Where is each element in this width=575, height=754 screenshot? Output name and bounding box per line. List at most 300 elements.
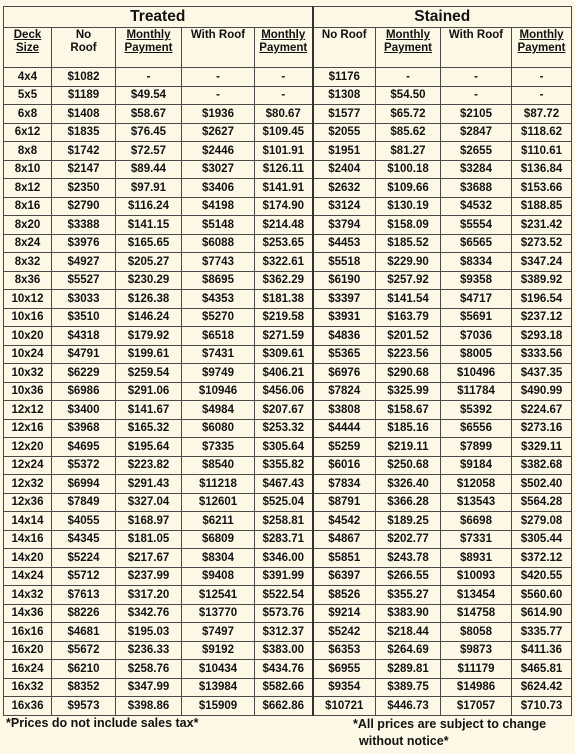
- cell-stained-no-roof: $2055: [313, 123, 376, 142]
- cell-treated-with-roof: $7743: [182, 253, 255, 272]
- cell-stained-with-roof-monthly: $87.72: [512, 105, 572, 124]
- group-header-stained: Stained: [313, 7, 572, 28]
- cell-stained-with-roof: $8931: [441, 549, 512, 568]
- cell-treated-with-roof-monthly: $662.86: [255, 697, 313, 716]
- table-row: [4, 142, 572, 161]
- cell-deck-size: 14x32: [4, 586, 52, 605]
- table-row: [4, 271, 572, 290]
- cell-stained-no-roof: $3124: [313, 197, 376, 216]
- cell-treated-no-roof: $1835: [52, 123, 116, 142]
- cell-treated-with-roof-monthly: $322.61: [255, 253, 313, 272]
- table-row: [4, 308, 572, 327]
- cell-stained-with-roof: $6565: [441, 234, 512, 253]
- cell-stained-no-roof: $3931: [313, 308, 376, 327]
- cell-deck-size: 8x8: [4, 142, 52, 161]
- cell-treated-no-roof-monthly: $49.54: [116, 86, 182, 105]
- cell-stained-with-roof: $4532: [441, 197, 512, 216]
- cell-treated-with-roof: $2627: [182, 123, 255, 142]
- cell-stained-no-roof: $6016: [313, 456, 376, 475]
- cell-stained-no-roof: $3808: [313, 401, 376, 420]
- cell-stained-with-roof: $6556: [441, 419, 512, 438]
- cell-treated-no-roof: $7613: [52, 586, 116, 605]
- table-row: [4, 123, 572, 142]
- cell-stained-no-roof-monthly: $446.73: [376, 697, 441, 716]
- cell-stained-no-roof-monthly: $85.62: [376, 123, 441, 142]
- cell-treated-with-roof-monthly: $434.76: [255, 660, 313, 679]
- cell-treated-no-roof-monthly: $291.06: [116, 382, 182, 401]
- cell-treated-no-roof-monthly: $195.64: [116, 438, 182, 457]
- cell-treated-with-roof: $6809: [182, 530, 255, 549]
- cell-treated-with-roof: $6211: [182, 512, 255, 531]
- cell-stained-with-roof-monthly: $465.81: [512, 660, 572, 679]
- cell-treated-with-roof: -: [182, 68, 255, 87]
- cell-stained-no-roof: $8791: [313, 493, 376, 512]
- cell-stained-no-roof-monthly: $201.52: [376, 327, 441, 346]
- table-row: [4, 401, 572, 420]
- cell-stained-with-roof: $9358: [441, 271, 512, 290]
- cell-stained-with-roof: $5392: [441, 401, 512, 420]
- cell-stained-with-roof: $7331: [441, 530, 512, 549]
- cell-treated-no-roof: $6994: [52, 475, 116, 494]
- cell-treated-no-roof: $5672: [52, 641, 116, 660]
- cell-treated-with-roof: $4198: [182, 197, 255, 216]
- cell-stained-with-roof-monthly: $614.90: [512, 604, 572, 623]
- table-row: [4, 660, 572, 679]
- cell-deck-size: 16x16: [4, 623, 52, 642]
- cell-treated-with-roof: $13984: [182, 678, 255, 697]
- cell-treated-no-roof: $1742: [52, 142, 116, 161]
- cell-deck-size: 12x12: [4, 401, 52, 420]
- cell-stained-no-roof: $6976: [313, 364, 376, 383]
- cell-treated-with-roof-monthly: $253.65: [255, 234, 313, 253]
- cell-treated-with-roof: $6518: [182, 327, 255, 346]
- footer-price-change-line-1: *All prices are subject to change: [353, 717, 547, 731]
- table-row: [4, 604, 572, 623]
- cell-deck-size: 8x16: [4, 197, 52, 216]
- cell-treated-with-roof-monthly: $362.29: [255, 271, 313, 290]
- cell-stained-with-roof-monthly: $335.77: [512, 623, 572, 642]
- cell-treated-no-roof: $3033: [52, 290, 116, 309]
- cell-deck-size: 4x4: [4, 68, 52, 87]
- table-row: [4, 68, 572, 87]
- cell-treated-with-roof: $6080: [182, 419, 255, 438]
- table-row: [4, 419, 572, 438]
- cell-treated-no-roof: $8352: [52, 678, 116, 697]
- cell-treated-no-roof-monthly: $291.43: [116, 475, 182, 494]
- cell-stained-with-roof: $2105: [441, 105, 512, 124]
- cell-treated-no-roof: $4345: [52, 530, 116, 549]
- cell-stained-with-roof-monthly: $382.68: [512, 456, 572, 475]
- cell-stained-no-roof-monthly: $389.75: [376, 678, 441, 697]
- table-row: [4, 567, 572, 586]
- cell-stained-with-roof-monthly: $188.85: [512, 197, 572, 216]
- cell-deck-size: 14x14: [4, 512, 52, 531]
- cell-treated-with-roof: $4984: [182, 401, 255, 420]
- table-row: [4, 86, 572, 105]
- cell-stained-with-roof-monthly: $273.52: [512, 234, 572, 253]
- cell-treated-no-roof-monthly: $89.44: [116, 160, 182, 179]
- cell-treated-no-roof-monthly: $168.97: [116, 512, 182, 531]
- cell-stained-no-roof: $6190: [313, 271, 376, 290]
- table-row: [4, 382, 572, 401]
- cell-treated-with-roof-monthly: $181.38: [255, 290, 313, 309]
- cell-stained-no-roof: $4444: [313, 419, 376, 438]
- cell-deck-size: 10x32: [4, 364, 52, 383]
- cell-treated-with-roof-monthly: $109.45: [255, 123, 313, 142]
- cell-treated-no-roof: $7849: [52, 493, 116, 512]
- deck-price-table: [3, 6, 572, 716]
- cell-treated-no-roof: $4927: [52, 253, 116, 272]
- table-row: [4, 623, 572, 642]
- cell-treated-with-roof: $3027: [182, 160, 255, 179]
- cell-stained-no-roof: $4836: [313, 327, 376, 346]
- cell-treated-no-roof-monthly: $181.05: [116, 530, 182, 549]
- cell-deck-size: 14x16: [4, 530, 52, 549]
- cell-stained-no-roof-monthly: $366.28: [376, 493, 441, 512]
- cell-stained-with-roof-monthly: $420.55: [512, 567, 572, 586]
- cell-treated-with-roof-monthly: $271.59: [255, 327, 313, 346]
- cell-stained-with-roof: $14986: [441, 678, 512, 697]
- cell-deck-size: 8x36: [4, 271, 52, 290]
- cell-deck-size: 10x12: [4, 290, 52, 309]
- cell-stained-no-roof-monthly: $100.18: [376, 160, 441, 179]
- cell-treated-no-roof-monthly: $199.61: [116, 345, 182, 364]
- cell-treated-with-roof: $6088: [182, 234, 255, 253]
- table-row: [4, 697, 572, 716]
- cell-treated-no-roof: $6986: [52, 382, 116, 401]
- cell-stained-with-roof-monthly: $502.40: [512, 475, 572, 494]
- cell-treated-with-roof-monthly: $309.61: [255, 345, 313, 364]
- cell-treated-no-roof-monthly: -: [116, 68, 182, 87]
- cell-stained-with-roof-monthly: $710.73: [512, 697, 572, 716]
- cell-stained-no-roof-monthly: $141.54: [376, 290, 441, 309]
- table-row: [4, 456, 572, 475]
- cell-treated-with-roof-monthly: $573.76: [255, 604, 313, 623]
- cell-stained-no-roof-monthly: $218.44: [376, 623, 441, 642]
- cell-stained-with-roof-monthly: $564.28: [512, 493, 572, 512]
- cell-stained-with-roof: $7899: [441, 438, 512, 457]
- cell-stained-no-roof: $1951: [313, 142, 376, 161]
- cell-stained-with-roof: $3284: [441, 160, 512, 179]
- cell-stained-no-roof-monthly: $158.67: [376, 401, 441, 420]
- cell-deck-size: 5x5: [4, 86, 52, 105]
- cell-deck-size: 14x36: [4, 604, 52, 623]
- cell-treated-no-roof-monthly: $230.29: [116, 271, 182, 290]
- cell-stained-no-roof: $9214: [313, 604, 376, 623]
- cell-stained-with-roof-monthly: $411.36: [512, 641, 572, 660]
- cell-treated-with-roof: $12541: [182, 586, 255, 605]
- table-row: [4, 530, 572, 549]
- cell-treated-with-roof-monthly: $80.67: [255, 105, 313, 124]
- cell-stained-no-roof-monthly: $202.77: [376, 530, 441, 549]
- cell-treated-no-roof: $5224: [52, 549, 116, 568]
- cell-treated-no-roof-monthly: $116.24: [116, 197, 182, 216]
- cell-treated-no-roof-monthly: $195.03: [116, 623, 182, 642]
- cell-stained-with-roof: $13454: [441, 586, 512, 605]
- cell-deck-size: 14x20: [4, 549, 52, 568]
- cell-stained-with-roof: $11179: [441, 660, 512, 679]
- cell-stained-with-roof-monthly: $118.62: [512, 123, 572, 142]
- cell-stained-no-roof: $4453: [313, 234, 376, 253]
- cell-stained-with-roof-monthly: $389.92: [512, 271, 572, 290]
- cell-treated-with-roof-monthly: -: [255, 68, 313, 87]
- cell-deck-size: 10x36: [4, 382, 52, 401]
- cell-stained-with-roof-monthly: $224.67: [512, 401, 572, 420]
- footer-price-change-note: [353, 716, 546, 750]
- cell-treated-no-roof-monthly: $398.86: [116, 697, 182, 716]
- cell-stained-with-roof: $5554: [441, 216, 512, 235]
- cell-treated-with-roof: $10434: [182, 660, 255, 679]
- cell-treated-with-roof: $8540: [182, 456, 255, 475]
- cell-stained-with-roof: $8005: [441, 345, 512, 364]
- cell-stained-with-roof-monthly: $136.84: [512, 160, 572, 179]
- cell-stained-no-roof-monthly: $243.78: [376, 549, 441, 568]
- cell-treated-with-roof-monthly: $582.66: [255, 678, 313, 697]
- cell-treated-with-roof: $2446: [182, 142, 255, 161]
- col-header-monthly-payment: Monthly Payment: [512, 28, 572, 68]
- cell-stained-with-roof-monthly: $329.11: [512, 438, 572, 457]
- group-header-treated: Treated: [4, 7, 313, 28]
- cell-treated-no-roof: $3968: [52, 419, 116, 438]
- cell-stained-no-roof-monthly: $250.68: [376, 456, 441, 475]
- cell-stained-no-roof-monthly: $81.27: [376, 142, 441, 161]
- cell-stained-no-roof-monthly: $325.99: [376, 382, 441, 401]
- cell-treated-no-roof-monthly: $58.67: [116, 105, 182, 124]
- cell-treated-with-roof-monthly: -: [255, 86, 313, 105]
- cell-treated-no-roof: $6229: [52, 364, 116, 383]
- cell-treated-no-roof: $3400: [52, 401, 116, 420]
- table-row: [4, 216, 572, 235]
- cell-stained-no-roof: $7834: [313, 475, 376, 494]
- cell-treated-with-roof-monthly: $522.54: [255, 586, 313, 605]
- cell-stained-no-roof-monthly: $65.72: [376, 105, 441, 124]
- cell-stained-no-roof-monthly: $54.50: [376, 86, 441, 105]
- cell-treated-with-roof-monthly: $174.90: [255, 197, 313, 216]
- cell-treated-with-roof: $11218: [182, 475, 255, 494]
- footer-sales-tax-note: *Prices do not include sales tax*: [6, 716, 199, 730]
- cell-stained-with-roof-monthly: $490.99: [512, 382, 572, 401]
- cell-treated-no-roof-monthly: $97.91: [116, 179, 182, 198]
- cell-treated-no-roof-monthly: $259.54: [116, 364, 182, 383]
- cell-treated-no-roof-monthly: $165.32: [116, 419, 182, 438]
- cell-treated-with-roof-monthly: $258.81: [255, 512, 313, 531]
- col-header-no-roof: No Roof: [52, 28, 116, 68]
- cell-deck-size: 12x16: [4, 419, 52, 438]
- cell-treated-with-roof: -: [182, 86, 255, 105]
- table-row: [4, 327, 572, 346]
- cell-stained-with-roof-monthly: $110.61: [512, 142, 572, 161]
- cell-treated-with-roof: $8695: [182, 271, 255, 290]
- cell-treated-with-roof-monthly: $406.21: [255, 364, 313, 383]
- table-row: [4, 364, 572, 383]
- cell-stained-with-roof-monthly: $231.42: [512, 216, 572, 235]
- table-row: [4, 253, 572, 272]
- col-header-no-roof: No Roof: [313, 28, 376, 68]
- cell-treated-no-roof: $4695: [52, 438, 116, 457]
- table-row: [4, 586, 572, 605]
- cell-treated-with-roof-monthly: $383.00: [255, 641, 313, 660]
- cell-stained-with-roof: $10496: [441, 364, 512, 383]
- cell-stained-with-roof-monthly: $237.12: [512, 308, 572, 327]
- cell-stained-with-roof: -: [441, 86, 512, 105]
- cell-stained-no-roof: $6955: [313, 660, 376, 679]
- cell-treated-with-roof: $7497: [182, 623, 255, 642]
- cell-treated-with-roof: $3406: [182, 179, 255, 198]
- cell-stained-with-roof-monthly: $305.44: [512, 530, 572, 549]
- cell-stained-with-roof: $5691: [441, 308, 512, 327]
- cell-treated-with-roof: $12601: [182, 493, 255, 512]
- cell-stained-no-roof: $2632: [313, 179, 376, 198]
- cell-stained-with-roof: $3688: [441, 179, 512, 198]
- cell-treated-no-roof-monthly: $72.57: [116, 142, 182, 161]
- cell-stained-with-roof-monthly: $293.18: [512, 327, 572, 346]
- col-header-monthly-payment: Monthly Payment: [376, 28, 441, 68]
- cell-treated-no-roof: $5527: [52, 271, 116, 290]
- cell-stained-no-roof: $10721: [313, 697, 376, 716]
- cell-stained-no-roof: $6397: [313, 567, 376, 586]
- cell-stained-no-roof-monthly: $257.92: [376, 271, 441, 290]
- cell-stained-no-roof-monthly: $383.90: [376, 604, 441, 623]
- cell-treated-no-roof: $4055: [52, 512, 116, 531]
- cell-stained-no-roof-monthly: $355.27: [376, 586, 441, 605]
- cell-stained-with-roof-monthly: $273.16: [512, 419, 572, 438]
- cell-stained-no-roof: $4867: [313, 530, 376, 549]
- cell-treated-no-roof-monthly: $258.76: [116, 660, 182, 679]
- cell-stained-with-roof: $17057: [441, 697, 512, 716]
- cell-stained-with-roof: $8334: [441, 253, 512, 272]
- cell-treated-with-roof: $5148: [182, 216, 255, 235]
- cell-stained-with-roof-monthly: $560.60: [512, 586, 572, 605]
- group-header-row: [4, 7, 572, 28]
- cell-deck-size: 6x12: [4, 123, 52, 142]
- cell-stained-no-roof-monthly: $290.68: [376, 364, 441, 383]
- cell-stained-with-roof: $10093: [441, 567, 512, 586]
- cell-treated-no-roof: $3510: [52, 308, 116, 327]
- cell-stained-no-roof-monthly: $219.11: [376, 438, 441, 457]
- cell-deck-size: 10x16: [4, 308, 52, 327]
- cell-treated-with-roof-monthly: $207.67: [255, 401, 313, 420]
- cell-treated-with-roof-monthly: $456.06: [255, 382, 313, 401]
- cell-treated-with-roof: $8304: [182, 549, 255, 568]
- cell-treated-no-roof: $4791: [52, 345, 116, 364]
- cell-treated-no-roof: $2790: [52, 197, 116, 216]
- cell-treated-no-roof: $4681: [52, 623, 116, 642]
- cell-treated-no-roof-monthly: $223.82: [116, 456, 182, 475]
- cell-treated-no-roof-monthly: $347.99: [116, 678, 182, 697]
- cell-deck-size: 8x24: [4, 234, 52, 253]
- table-row: [4, 345, 572, 364]
- col-header-deck-size: Deck Size: [4, 28, 52, 68]
- cell-deck-size: 10x24: [4, 345, 52, 364]
- cell-treated-no-roof: $2350: [52, 179, 116, 198]
- table-row: [4, 512, 572, 531]
- cell-treated-with-roof-monthly: $467.43: [255, 475, 313, 494]
- cell-treated-with-roof-monthly: $126.11: [255, 160, 313, 179]
- table-row: [4, 641, 572, 660]
- cell-stained-no-roof: $3397: [313, 290, 376, 309]
- cell-treated-no-roof-monthly: $327.04: [116, 493, 182, 512]
- cell-deck-size: 8x10: [4, 160, 52, 179]
- cell-stained-no-roof: $5365: [313, 345, 376, 364]
- cell-stained-no-roof: $8526: [313, 586, 376, 605]
- cell-deck-size: 12x20: [4, 438, 52, 457]
- cell-treated-with-roof-monthly: $283.71: [255, 530, 313, 549]
- cell-stained-no-roof: $1308: [313, 86, 376, 105]
- col-header-monthly-payment: Monthly Payment: [255, 28, 313, 68]
- cell-treated-no-roof-monthly: $217.67: [116, 549, 182, 568]
- cell-deck-size: 6x8: [4, 105, 52, 124]
- cell-treated-no-roof: $1189: [52, 86, 116, 105]
- cell-deck-size: 16x20: [4, 641, 52, 660]
- cell-stained-with-roof: $12058: [441, 475, 512, 494]
- cell-stained-no-roof: $6353: [313, 641, 376, 660]
- cell-treated-no-roof: $8226: [52, 604, 116, 623]
- cell-stained-no-roof-monthly: $185.52: [376, 234, 441, 253]
- cell-treated-with-roof-monthly: $312.37: [255, 623, 313, 642]
- table-row: [4, 678, 572, 697]
- cell-treated-no-roof: $5712: [52, 567, 116, 586]
- footer-price-change-line-2: without notice*: [359, 734, 449, 748]
- cell-stained-with-roof: $9873: [441, 641, 512, 660]
- cell-treated-with-roof: $5270: [182, 308, 255, 327]
- cell-treated-with-roof-monthly: $219.58: [255, 308, 313, 327]
- cell-stained-with-roof-monthly: $437.35: [512, 364, 572, 383]
- cell-deck-size: 8x20: [4, 216, 52, 235]
- cell-treated-with-roof: $4353: [182, 290, 255, 309]
- cell-treated-with-roof-monthly: $346.00: [255, 549, 313, 568]
- cell-treated-no-roof-monthly: $141.67: [116, 401, 182, 420]
- cell-treated-no-roof-monthly: $146.24: [116, 308, 182, 327]
- cell-stained-with-roof: $11784: [441, 382, 512, 401]
- cell-treated-no-roof-monthly: $179.92: [116, 327, 182, 346]
- table-row: [4, 105, 572, 124]
- cell-stained-no-roof-monthly: $264.69: [376, 641, 441, 660]
- cell-stained-with-roof: $13543: [441, 493, 512, 512]
- cell-treated-with-roof-monthly: $101.91: [255, 142, 313, 161]
- cell-deck-size: 16x24: [4, 660, 52, 679]
- cell-treated-no-roof-monthly: $236.33: [116, 641, 182, 660]
- cell-treated-with-roof: $9408: [182, 567, 255, 586]
- cell-stained-with-roof-monthly: $372.12: [512, 549, 572, 568]
- cell-treated-with-roof-monthly: $141.91: [255, 179, 313, 198]
- cell-stained-with-roof-monthly: $347.24: [512, 253, 572, 272]
- cell-treated-no-roof: $3976: [52, 234, 116, 253]
- cell-stained-no-roof: $9354: [313, 678, 376, 697]
- cell-deck-size: 10x20: [4, 327, 52, 346]
- cell-treated-no-roof: $9573: [52, 697, 116, 716]
- table-row: [4, 549, 572, 568]
- cell-treated-with-roof-monthly: $253.32: [255, 419, 313, 438]
- cell-treated-no-roof-monthly: $165.65: [116, 234, 182, 253]
- cell-treated-with-roof: $9749: [182, 364, 255, 383]
- cell-stained-no-roof-monthly: $289.81: [376, 660, 441, 679]
- cell-stained-with-roof: $2655: [441, 142, 512, 161]
- table-row: [4, 475, 572, 494]
- cell-stained-with-roof-monthly: $196.54: [512, 290, 572, 309]
- cell-treated-with-roof: $10946: [182, 382, 255, 401]
- cell-treated-no-roof-monthly: $141.15: [116, 216, 182, 235]
- cell-stained-no-roof-monthly: $130.19: [376, 197, 441, 216]
- cell-stained-no-roof: $2404: [313, 160, 376, 179]
- cell-stained-no-roof: $5851: [313, 549, 376, 568]
- cell-treated-with-roof-monthly: $391.99: [255, 567, 313, 586]
- table-row: [4, 197, 572, 216]
- table-row: [4, 438, 572, 457]
- cell-stained-no-roof-monthly: $326.40: [376, 475, 441, 494]
- cell-stained-with-roof: $14758: [441, 604, 512, 623]
- cell-treated-with-roof: $1936: [182, 105, 255, 124]
- cell-stained-no-roof: $3794: [313, 216, 376, 235]
